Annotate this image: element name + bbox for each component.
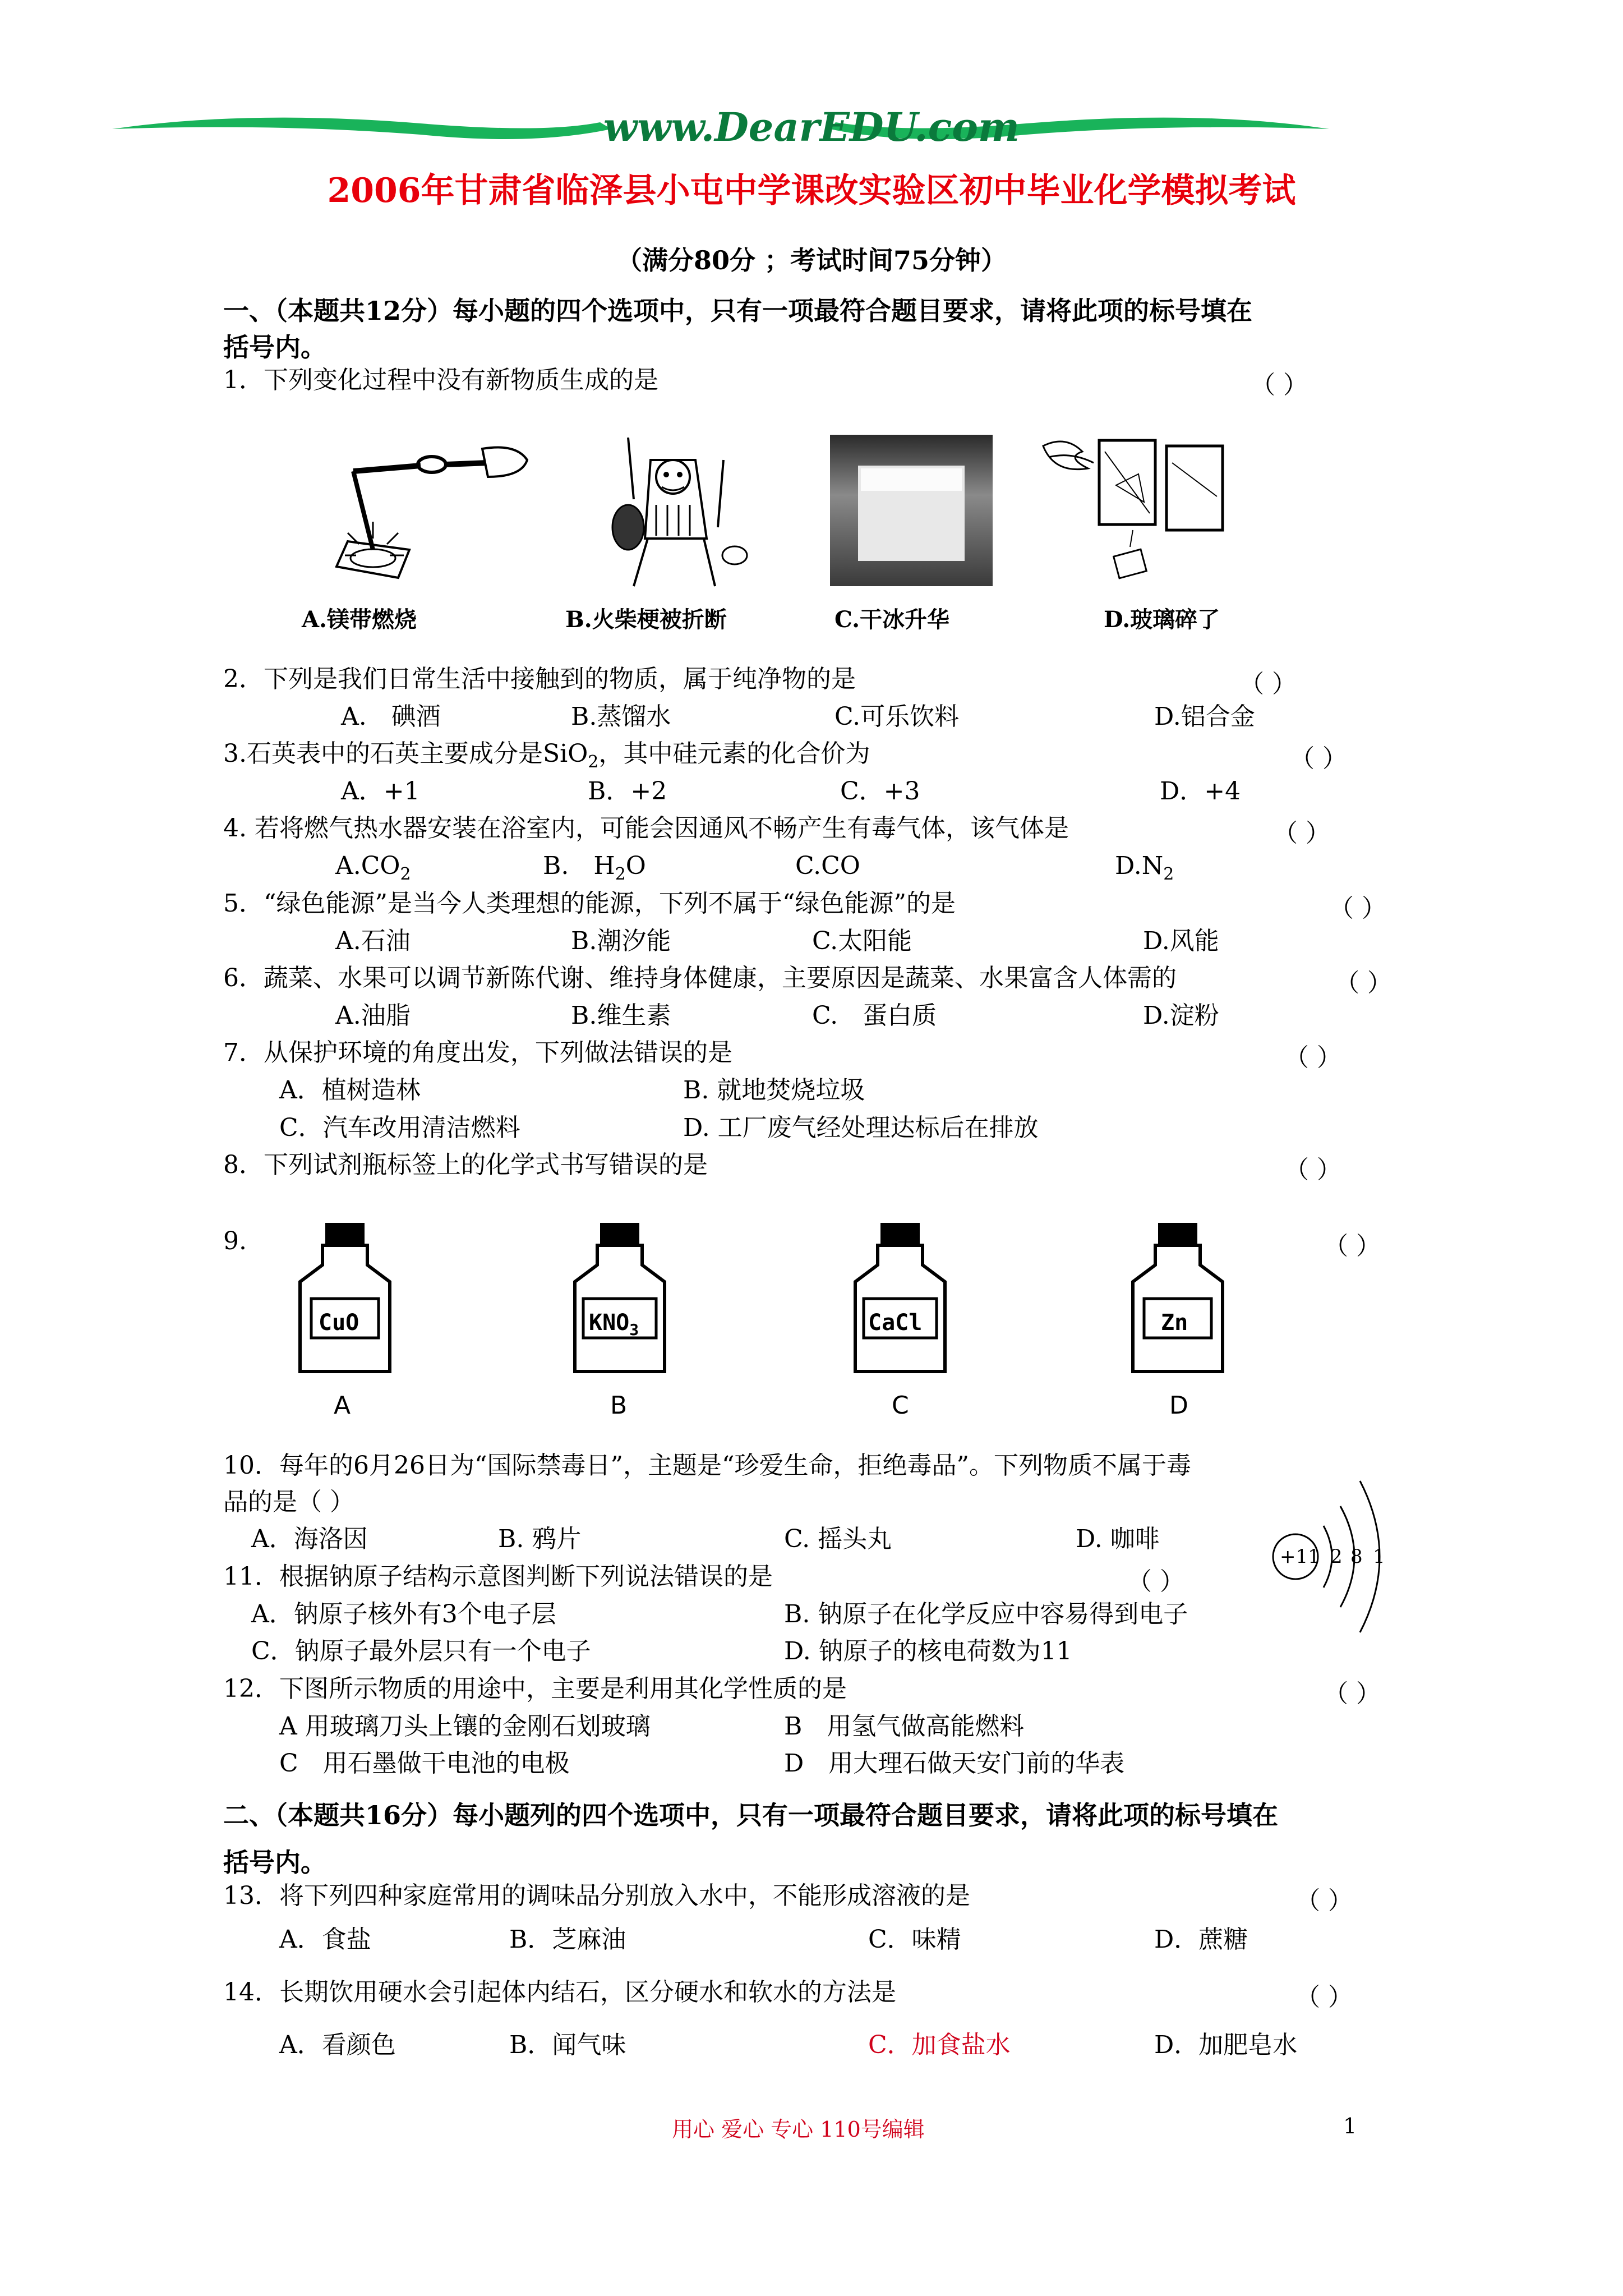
- magnesium-burning-image: [314, 443, 538, 589]
- q4-option-a: [335, 850, 411, 890]
- q13-option-b: B．芝麻油: [509, 1925, 626, 1954]
- q11-answer-paren[interactable]: （ ）: [1127, 1567, 1184, 1596]
- section2-heading-line2: 括号内。: [223, 1847, 326, 1878]
- q4-option-a-sub: 2: [400, 864, 411, 884]
- q3-answer-paren[interactable]: （ ）: [1290, 744, 1347, 773]
- q8-text: 8．下列试剂瓶标签上的化学式书写错误的是: [223, 1151, 708, 1179]
- q4-option-a-text: A.CO: [335, 852, 400, 880]
- section2-heading-line1: 二、（本题共16分）每小题列的四个选项中，只有一项最符合题目要求，请将此项的标号填在: [223, 1800, 1279, 1830]
- glass-broken-image: [1032, 429, 1245, 592]
- reagent-bottle-b: [566, 1220, 673, 1377]
- q13-option-c: C．味精: [868, 1925, 961, 1954]
- q8-answer-paren[interactable]: （ ）: [1284, 1156, 1341, 1184]
- atom-shell-1: 2: [1330, 1545, 1343, 1568]
- q7-option-c: C．汽车改用清洁燃料: [279, 1114, 520, 1142]
- q5-option-d: D.风能: [1143, 927, 1219, 955]
- q10-text-line1: 10．每年的6月26日为“国际禁毒日”，主题是“珍爱生命，拒绝毒品”。下列物质不属于毒: [223, 1451, 1191, 1480]
- q11-text: 11．根据钠原子结构示意图判断下列说法错误的是: [223, 1562, 773, 1591]
- bottle-label-c: CaCl: [868, 1310, 923, 1336]
- q2-option-d: D.铝合金: [1154, 702, 1255, 731]
- bottle-label-b-text: KNO: [589, 1310, 630, 1336]
- q9-number: 9.: [223, 1227, 247, 1255]
- q3-option-a: A．+1: [341, 777, 420, 806]
- q9-answer-paren[interactable]: （ ）: [1324, 1232, 1381, 1260]
- bottle-label-a: CuO: [319, 1310, 359, 1336]
- q12-answer-paren[interactable]: （ ）: [1324, 1680, 1381, 1708]
- q1-caption-a: A.镁带燃烧: [302, 606, 417, 633]
- q6-answer-paren[interactable]: （ ）: [1335, 969, 1392, 997]
- q13-answer-paren[interactable]: （ ）: [1295, 1887, 1353, 1915]
- q7-option-a: A．植树造林: [279, 1076, 421, 1105]
- q7-option-b: B. 就地焚烧垃圾: [683, 1076, 865, 1105]
- q7-answer-paren[interactable]: （ ）: [1284, 1043, 1341, 1072]
- footer-editor-note: 用心 爱心 专心 110号编辑: [672, 2117, 925, 2142]
- q3-text: [223, 738, 870, 778]
- bottle-label-b-sub: 3: [629, 1320, 639, 1339]
- q12-text: 12．下图所示物质的用途中，主要是利用其化学性质的是: [223, 1674, 847, 1703]
- q1-text: 1．下列变化过程中没有新物质生成的是: [223, 366, 658, 394]
- q14-option-b: B．闻气味: [509, 2031, 626, 2059]
- q10-option-d: D. 咖啡: [1076, 1525, 1160, 1553]
- q4-option-c: C.CO: [795, 852, 860, 880]
- q11-option-d: D. 钠原子的核电荷数为11: [784, 1637, 1072, 1665]
- q1-caption-c: C.干冰升华: [834, 606, 950, 633]
- matchstick-broken-image: [594, 426, 774, 595]
- q13-option-d: D．蔗糖: [1154, 1925, 1248, 1954]
- q14-option-a: A．看颜色: [279, 2031, 396, 2059]
- q3-text-tail: ，其中硅元素的化合价为: [598, 739, 870, 768]
- page-title: 2006年甘肃省临泽县小屯中学课改实验区初中毕业化学模拟考试: [327, 171, 1296, 210]
- reagent-bottle-d: [1124, 1220, 1231, 1377]
- q10-text-line2: 品的是（ ）: [223, 1488, 354, 1516]
- bottle-letter-d: D: [1169, 1391, 1188, 1420]
- atom-nucleus-charge: +11: [1280, 1545, 1320, 1568]
- q3-option-d: D．+4: [1160, 777, 1241, 806]
- bottle-label-d: Zn: [1161, 1310, 1188, 1336]
- q4-option-d-text: D.N: [1115, 852, 1164, 880]
- q12-option-d: D 用大理石做天安门前的华表: [784, 1749, 1125, 1778]
- reagent-bottle-c: [847, 1220, 953, 1377]
- reagent-bottle-a: [292, 1220, 398, 1377]
- q5-option-c: C.太阳能: [812, 927, 912, 955]
- q5-option-a: A.石油: [335, 927, 411, 955]
- q4-answer-paren[interactable]: （ ）: [1273, 819, 1330, 848]
- q14-text: 14．长期饮用硬水会引起体内结石，区分硬水和软水的方法是: [223, 1978, 896, 2007]
- q2-option-b: B.蒸馏水: [571, 702, 671, 731]
- q1-caption-b: B.火柴梗被折断: [565, 606, 727, 633]
- q4-option-d-sub: 2: [1163, 864, 1174, 884]
- q5-option-b: B.潮汐能: [571, 927, 671, 955]
- atom-shell-3: 1: [1373, 1545, 1385, 1568]
- banner-site: www.DearEDU.com: [603, 104, 1020, 150]
- section1-heading-line2: 括号内。: [223, 332, 326, 362]
- q10-option-b: B. 鸦片: [498, 1525, 582, 1553]
- q14-option-c: C．加食盐水: [868, 2031, 1011, 2059]
- q3-text-main: 3.石英表中的石英主要成分是SiO: [223, 739, 588, 768]
- q12-option-a: A 用玻璃刀头上镶的金刚石划玻璃: [279, 1712, 651, 1741]
- q7-option-d: D. 工厂废气经处理达标后在排放: [683, 1114, 1039, 1142]
- q4-option-b: [543, 850, 646, 890]
- q11-option-b: B. 钠原子在化学反应中容易得到电子: [784, 1600, 1188, 1628]
- q10-option-a: A．海洛因: [251, 1525, 368, 1553]
- q13-text: 13．将下列四种家庭常用的调味品分别放入水中，不能形成溶液的是: [223, 1881, 970, 1910]
- q5-text: 5．“绿色能源”是当今人类理想的能源，下列不属于“绿色能源”的是: [223, 889, 956, 918]
- q14-option-d: D．加肥皂水: [1154, 2031, 1298, 2059]
- q6-text: 6．蔬菜、水果可以调节新陈代谢、维持身体健康，主要原因是蔬菜、水果富含人体需的: [223, 964, 1177, 992]
- q6-option-a: A.油脂: [335, 1001, 411, 1030]
- q7-text: 7．从保护环境的角度出发，下列做法错误的是: [223, 1038, 732, 1067]
- q4-option-b-text: B. H: [543, 852, 615, 880]
- bottle-letter-a: A: [334, 1391, 351, 1420]
- bottle-letter-c: C: [892, 1391, 909, 1420]
- q2-option-a: A. 碘酒: [341, 702, 441, 731]
- q4-option-b-sub: 2: [615, 864, 626, 884]
- q5-answer-paren[interactable]: （ ）: [1329, 894, 1386, 923]
- q6-option-b: B.维生素: [571, 1001, 671, 1030]
- dry-ice-sublimation-image: [830, 435, 993, 586]
- q14-answer-paren[interactable]: （ ）: [1295, 1983, 1353, 2012]
- q10-option-c: C. 摇头丸: [784, 1525, 892, 1553]
- q1-caption-d: D.玻璃碎了: [1104, 606, 1220, 633]
- q4-option-b-tail: O: [625, 852, 646, 880]
- q13-option-a: A．食盐: [279, 1925, 371, 1954]
- atom-shell-2: 8: [1350, 1545, 1363, 1568]
- q1-answer-paren[interactable]: （ ）: [1251, 371, 1308, 399]
- q3-option-b: B．+2: [588, 777, 667, 806]
- exam-info: （满分80分 ；考试时间75分钟）: [616, 245, 1007, 275]
- q6-option-c: C. 蛋白质: [812, 1001, 937, 1030]
- q12-option-b: B 用氢气做高能燃料: [784, 1712, 1025, 1741]
- q6-option-d: D.淀粉: [1143, 1001, 1219, 1030]
- q2-text: 2．下列是我们日常生活中接触到的物质，属于纯净物的是: [223, 665, 856, 693]
- q11-option-a: A．钠原子核外有3个电子层: [251, 1600, 556, 1628]
- q4-text: 4. 若将燃气热水器安装在浴室内，可能会因通风不畅产生有毒气体，该气体是: [223, 814, 1069, 843]
- q4-option-d: [1115, 850, 1174, 890]
- bottle-letter-b: B: [610, 1391, 628, 1420]
- section1-heading-line1: 一、（本题共12分）每小题的四个选项中，只有一项最符合题目要求，请将此项的标号填在: [223, 296, 1253, 326]
- page-number: 1: [1343, 2114, 1357, 2138]
- bottle-label-b: [589, 1310, 639, 1339]
- q12-option-c: C 用石墨做干电池的电极: [279, 1749, 570, 1778]
- q3-text-sub: 2: [588, 752, 599, 772]
- q11-option-c: C．钠原子最外层只有一个电子: [251, 1637, 591, 1665]
- q2-option-c: C.可乐饮料: [834, 702, 960, 731]
- q2-answer-paren[interactable]: （ ）: [1239, 670, 1297, 698]
- q3-option-c: C．+3: [840, 777, 920, 806]
